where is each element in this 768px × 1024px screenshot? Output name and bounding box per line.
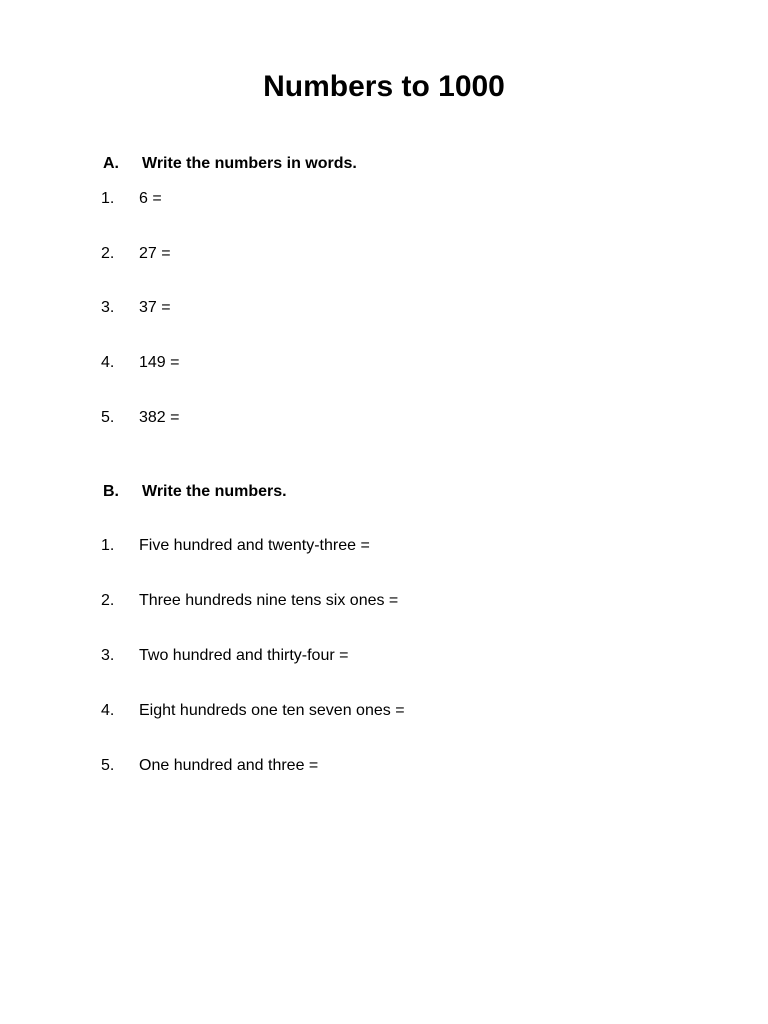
section-a-question xyxy=(101,408,721,428)
question-text: Two hundred and thirty-four = xyxy=(139,647,349,664)
question-number: 4. xyxy=(101,702,115,719)
question-text: Eight hundreds one ten seven ones = xyxy=(139,702,405,719)
question-number: 1. xyxy=(101,537,115,554)
question-number: 3. xyxy=(101,647,115,664)
question-number: 3. xyxy=(101,299,115,316)
question-number: 5. xyxy=(101,409,115,426)
question-number: 2. xyxy=(101,592,115,609)
question-text: 27 = xyxy=(139,245,171,262)
question-text: 382 = xyxy=(139,409,180,426)
question-text: Five hundred and twenty-three = xyxy=(139,537,370,554)
section-a-question xyxy=(101,189,721,209)
section-a-question xyxy=(101,244,721,264)
section-a-letter: A. xyxy=(103,155,119,172)
question-text: Three hundreds nine tens six ones = xyxy=(139,592,399,609)
question-text: 149 = xyxy=(139,354,180,371)
page-title: Numbers to 1000 xyxy=(263,70,505,103)
section-b-question xyxy=(101,701,721,721)
question-number: 5. xyxy=(101,757,115,774)
section-b-question xyxy=(101,591,721,611)
question-text: 37 = xyxy=(139,299,171,316)
question-number: 4. xyxy=(101,354,115,371)
question-number: 2. xyxy=(101,245,115,262)
section-a-question xyxy=(101,353,721,373)
section-a-question xyxy=(101,298,721,318)
section-b-question xyxy=(101,756,721,776)
question-number: 1. xyxy=(101,190,115,207)
section-b-instruction: Write the numbers. xyxy=(142,483,287,500)
section-b-question xyxy=(101,646,721,666)
question-text: One hundred and three = xyxy=(139,757,319,774)
section-b-question xyxy=(101,536,721,556)
question-text: 6 = xyxy=(139,190,162,207)
section-b-letter: B. xyxy=(103,483,119,500)
section-a-instruction: Write the numbers in words. xyxy=(142,155,357,172)
